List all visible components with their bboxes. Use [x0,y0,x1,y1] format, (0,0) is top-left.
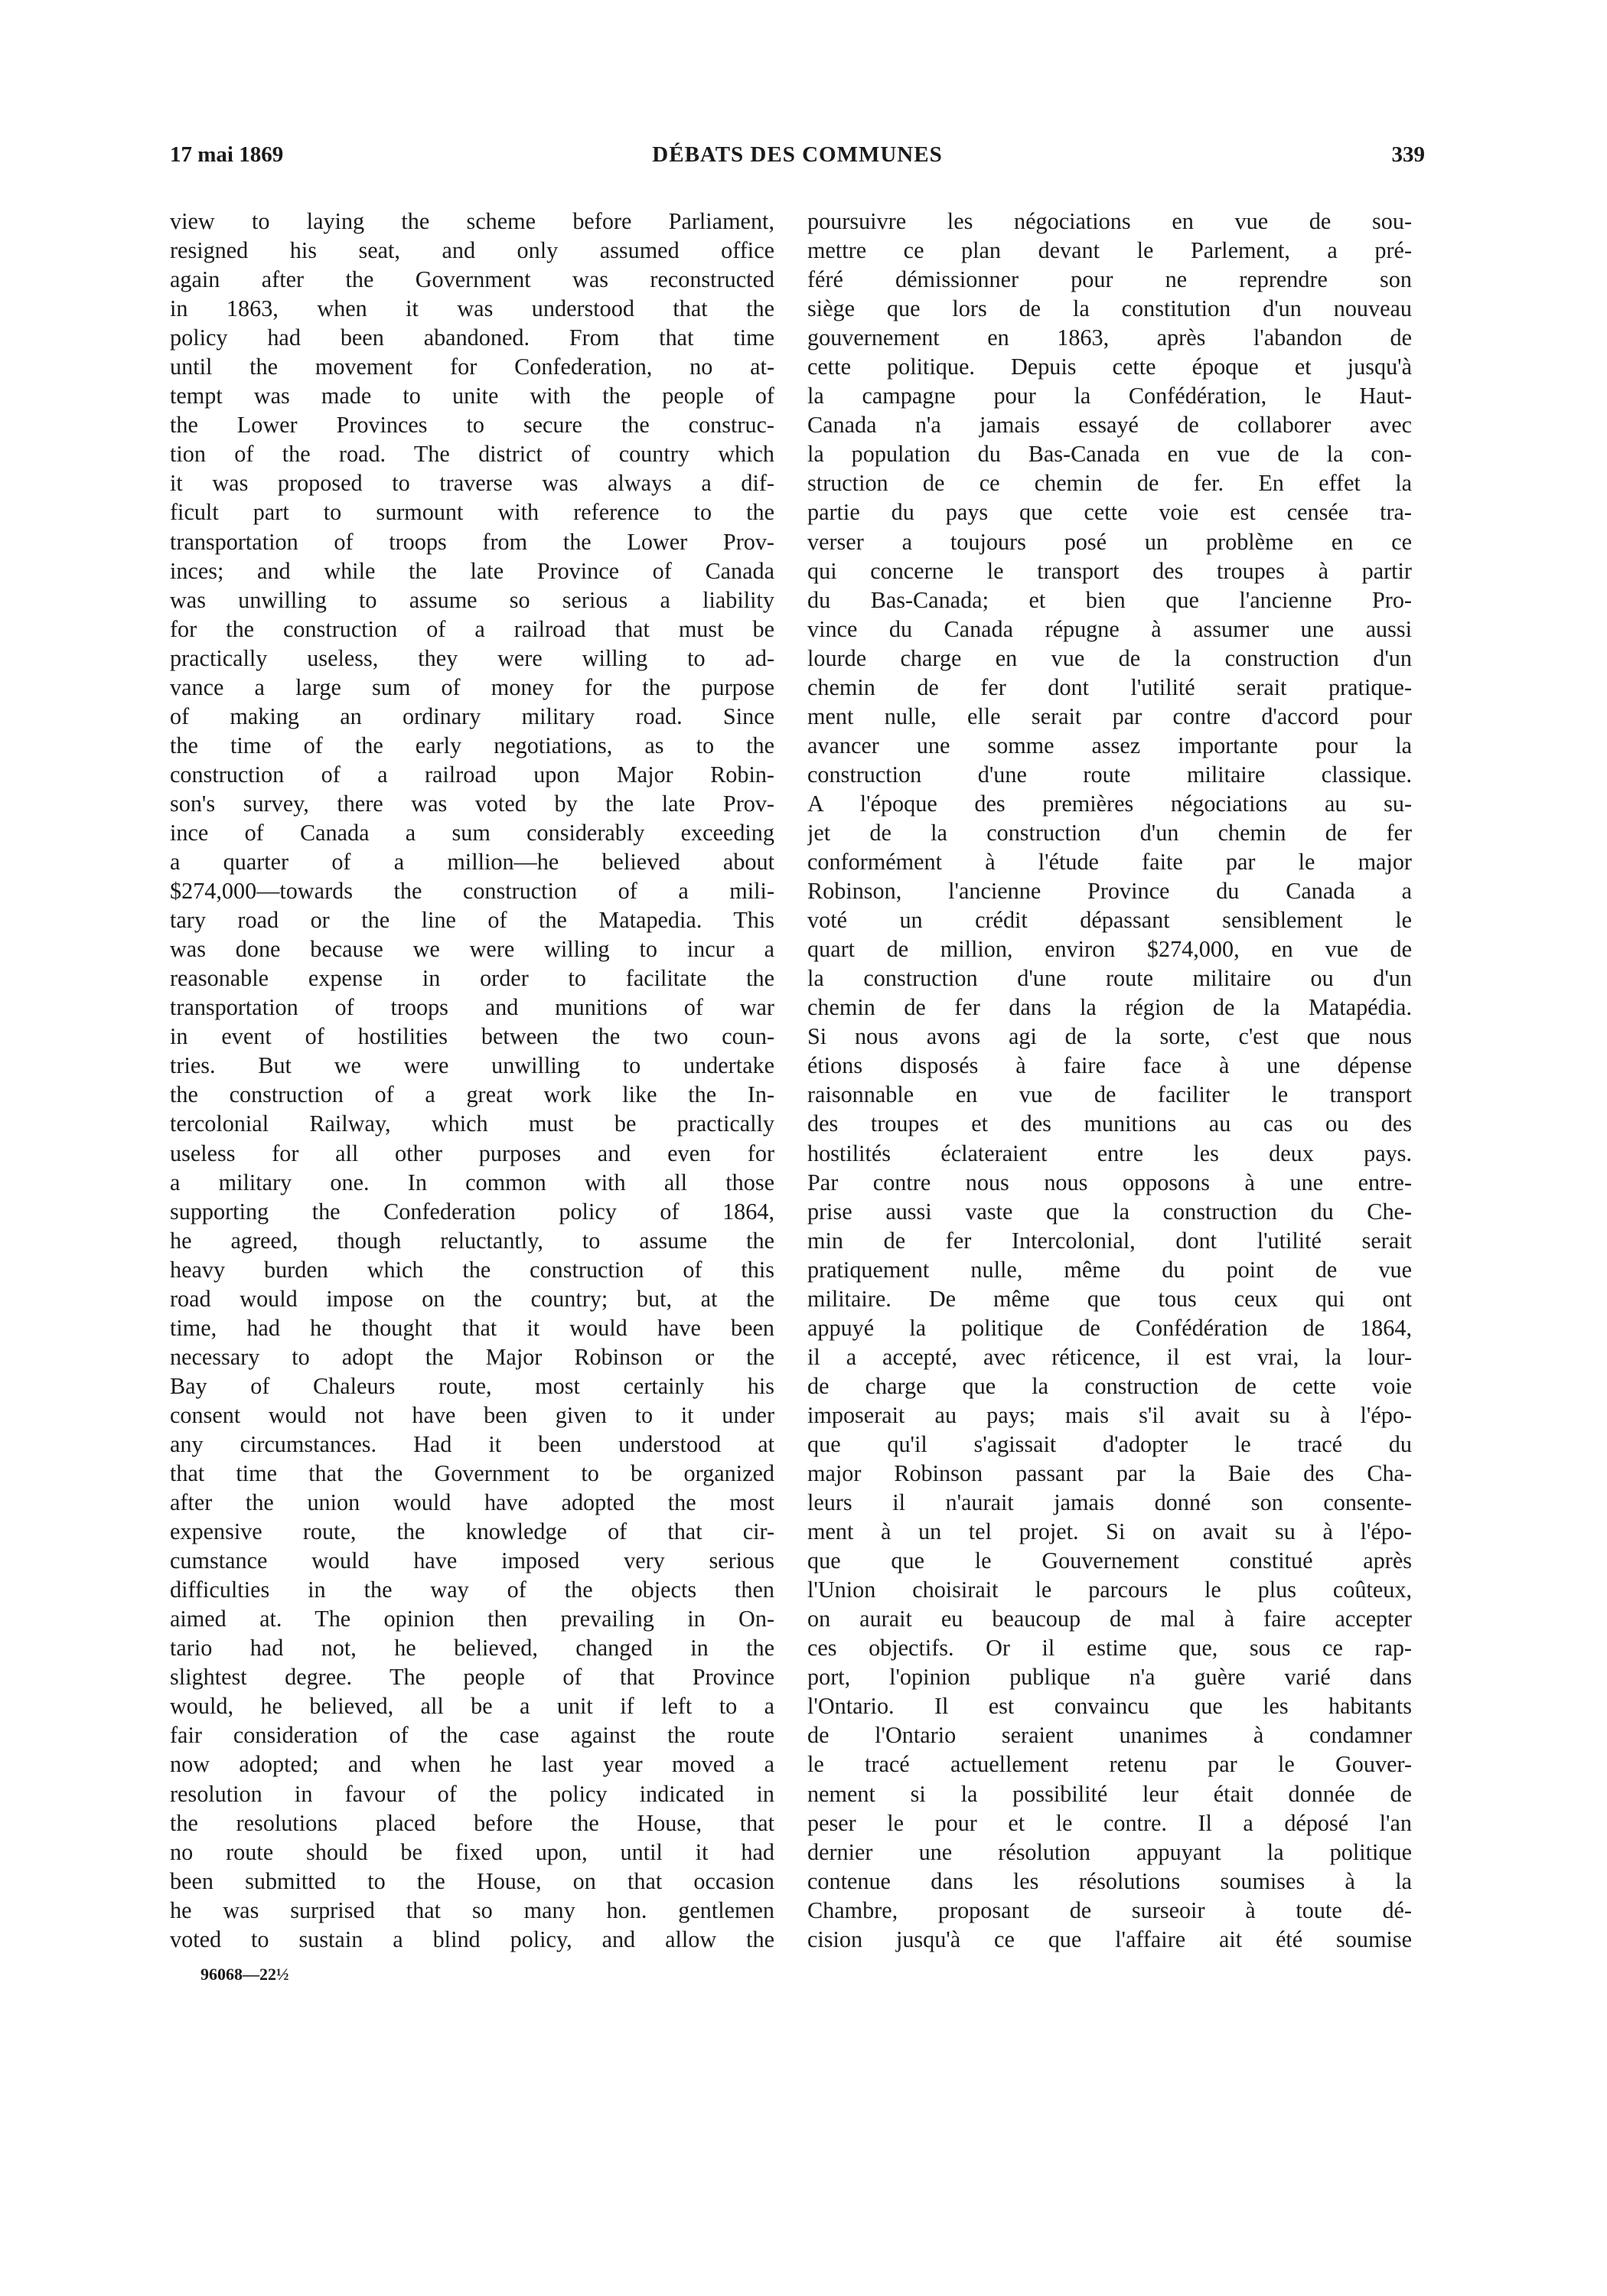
text-line: verser a toujours posé un problème en ce [807,528,1412,555]
text-line: again after the Government was reconstructed [170,266,774,293]
text-line: ces objectifs. Or il estime que, sous ce rap- [807,1635,1412,1662]
text-line: transportation of troops from the Lower Prov- [170,528,774,555]
text-line: ince of Canada a sum considerably exceeding [170,819,774,846]
text-line: raisonnable en vue de faciliter le transport [807,1081,1412,1108]
text-line: would, he believed, all be a unit if left to a [170,1693,774,1720]
text-line: he was surprised that so many hon. gentlemen [170,1896,774,1923]
text-line: cision jusqu'à ce que l'affaire ait été soumise [807,1926,1412,1952]
header-date: 17 mai 1869 [170,142,284,167]
text-line: hostilités éclateraient entre les deux pays. [807,1140,1412,1166]
text-line: féré démissionner pour ne reprendre son [807,266,1412,293]
text-line: no route should be fixed upon, until it had [170,1838,774,1865]
text-line: ficult part to surmount with reference to the [170,499,774,526]
text-line: mettre ce plan devant le Parlement, a pré- [807,237,1412,264]
text-line: $274,000—towards the construction of a mili- [170,878,774,905]
text-line: policy had been abandoned. From that time [170,325,774,351]
text-line: tercolonial Railway, which must be practically [170,1110,774,1137]
text-line: Bay of Chaleurs route, most certainly his [170,1372,774,1399]
text-line: cette politique. Depuis cette époque et jusqu'à [807,354,1412,380]
text-line: de l'Ontario seraient unanimes à condamner [807,1722,1412,1749]
french-column [807,207,1412,1954]
text-line: the resolutions placed before the House, that [170,1809,774,1836]
text-line: Par contre nous nous opposons à une entre- [807,1169,1412,1195]
text-line: appuyé la politique de Confédération de 1864, [807,1314,1412,1341]
text-line: after the union would have adopted the most [170,1489,774,1516]
text-line: the construction of a great work like the In- [170,1081,774,1108]
text-line: gouvernement en 1863, après l'abandon de [807,325,1412,351]
text-line: voté un crédit dépassant sensiblement le [807,907,1412,934]
text-line: lourde charge en vue de la construction d'un [807,644,1412,671]
text-line: it was proposed to traverse was always a dif- [170,470,774,497]
text-line: on aurait eu beaucoup de mal à faire accepter [807,1606,1412,1632]
text-line: difficulties in the way of the objects then [170,1577,774,1603]
text-line: a quarter of a million—he believed about [170,849,774,876]
text-line: ment nulle, elle serait par contre d'accord pour [807,703,1412,729]
text-line: chemin de fer dont l'utilité serait pratique- [807,673,1412,700]
text-line: poursuivre les négociations en vue de sou- [807,208,1412,234]
text-line: construction of a railroad upon Major Robin- [170,761,774,788]
text-line: the time of the early negotiations, as to the [170,732,774,758]
text-line: struction de ce chemin de fer. En effet la [807,470,1412,497]
text-line: expensive route, the knowledge of that cir- [170,1518,774,1545]
text-line: militaire. De même que tous ceux qui ont [807,1285,1412,1312]
text-line: that time that the Government to be organized [170,1460,774,1487]
text-line: nement si la possibilité leur était donnée de [807,1780,1412,1807]
text-line: de charge que la construction de cette voie [807,1372,1412,1399]
text-line: jet de la construction d'un chemin de fer [807,819,1412,846]
text-line: prise aussi vaste que la construction du Che- [807,1198,1412,1225]
text-line: que que le Gouvernement constitué après [807,1548,1412,1574]
text-line: vince du Canada répugne à assumer une aussi [807,615,1412,642]
text-line: vance a large sum of money for the purpose [170,673,774,700]
text-line: la construction d'une route militaire ou d'un [807,965,1412,992]
text-line: partie du pays que cette voie est censée tra- [807,499,1412,526]
text-line: A l'époque des premières négociations au su- [807,790,1412,817]
text-line: l'Ontario. Il est convaincu que les habitants [807,1693,1412,1720]
text-line: aimed at. The opinion then prevailing in On- [170,1606,774,1632]
text-line: du Bas-Canada; et bien que l'ancienne Pro- [807,586,1412,613]
text-line: was unwilling to assume so serious a liability [170,586,774,613]
text-line: inces; and while the late Province of Canada [170,557,774,584]
text-line: practically useless, they were willing to ad- [170,644,774,671]
text-line: voted to sustain a blind policy, and allow the [170,1926,774,1952]
text-line: he agreed, though reluctantly, to assume the [170,1227,774,1254]
printer-code: 96068—22½ [200,1965,289,1984]
text-line: reasonable expense in order to facilitate the [170,965,774,992]
text-line: tempt was made to unite with the people of [170,383,774,409]
text-line: tary road or the line of the Matapedia. This [170,907,774,934]
text-line: useless for all other purposes and even for [170,1140,774,1166]
text-line: conformément à l'étude faite par le major [807,849,1412,876]
text-line: now adopted; and when he last year moved a [170,1751,774,1778]
text-line: any circumstances. Had it been understood at [170,1430,774,1457]
text-line: in event of hostilities between the two coun- [170,1023,774,1050]
text-line: the Lower Provinces to secure the construc- [170,412,774,439]
text-line: il a accepté, avec réticence, il est vrai, la lour- [807,1343,1412,1370]
text-line: pratiquement nulle, même du point de vue [807,1256,1412,1283]
text-line: until the movement for Confederation, no at- [170,354,774,380]
text-line: resigned his seat, and only assumed office [170,237,774,264]
text-line: des troupes et des munitions au cas ou des [807,1110,1412,1137]
text-line: imposerait au pays; mais s'il avait su à l'épo- [807,1401,1412,1428]
text-line: port, l'opinion publique n'a guère varié dans [807,1664,1412,1691]
text-line: leurs il n'aurait jamais donné son consente- [807,1489,1412,1516]
page-header [170,142,1425,173]
text-line: Chambre, proposant de surseoir à toute dé- [807,1896,1412,1923]
text-line: for the construction of a railroad that must be [170,615,774,642]
header-title: DÉBATS DES COMMUNES [652,142,943,167]
text-line: view to laying the scheme before Parliament, [170,208,774,234]
text-line: contenue dans les résolutions soumises à la [807,1867,1412,1894]
text-line: necessary to adopt the Major Robinson or the [170,1343,774,1370]
text-line: avancer une somme assez importante pour la [807,732,1412,758]
text-line: quart de million, environ $274,000, en vue de [807,936,1412,963]
text-line: que qu'il s'agissait d'adopter le tracé du [807,1430,1412,1457]
text-line: of making an ordinary military road. Since [170,703,774,729]
text-line: fair consideration of the case against the route [170,1722,774,1749]
text-line: dernier une résolution appuyant la politique [807,1838,1412,1865]
text-line: min de fer Intercolonial, dont l'utilité serait [807,1227,1412,1254]
text-line: qui concerne le transport des troupes à partir [807,557,1412,584]
text-line: transportation of troops and munitions of war [170,994,774,1021]
text-line: tion of the road. The district of country which [170,441,774,468]
text-line: peser le pour et le contre. Il a déposé l'an [807,1809,1412,1836]
text-line: Si nous avons agi de la sorte, c'est que nous [807,1023,1412,1050]
text-line: Robinson, l'ancienne Province du Canada a [807,878,1412,905]
text-line: resolution in favour of the policy indicated in [170,1780,774,1807]
text-line: consent would not have been given to it under [170,1401,774,1428]
text-line: construction d'une route militaire classique. [807,761,1412,788]
text-line: was done because we were willing to incur a [170,936,774,963]
text-line: cumstance would have imposed very serious [170,1548,774,1574]
text-line: le tracé actuellement retenu par le Gouver- [807,1751,1412,1778]
text-line: étions disposés à faire face à une dépense [807,1052,1412,1079]
english-column [170,207,774,1954]
text-line: chemin de fer dans la région de la Matapédia. [807,994,1412,1021]
text-line: slightest degree. The people of that Province [170,1664,774,1691]
page-number: 339 [1391,142,1425,167]
text-line: major Robinson passant par la Baie des Cha- [807,1460,1412,1487]
text-line: in 1863, when it was understood that the [170,295,774,322]
text-line: l'Union choisirait le parcours le plus coûteux, [807,1577,1412,1603]
text-line: la population du Bas-Canada en vue de la con- [807,441,1412,468]
text-line: supporting the Confederation policy of 1864, [170,1198,774,1225]
text-line: time, had he thought that it would have been [170,1314,774,1341]
text-line: tries. But we were unwilling to undertake [170,1052,774,1079]
text-line: son's survey, there was voted by the late Prov- [170,790,774,817]
text-line: been submitted to the House, on that occasion [170,1867,774,1894]
text-line: Canada n'a jamais essayé de collaborer avec [807,412,1412,439]
text-line: a military one. In common with all those [170,1169,774,1195]
text-line: tario had not, he believed, changed in the [170,1635,774,1662]
text-line: heavy burden which the construction of this [170,1256,774,1283]
text-line: ment à un tel projet. Si on avait su à l'épo- [807,1518,1412,1545]
text-line: la campagne pour la Confédération, le Haut- [807,383,1412,409]
text-line: road would impose on the country; but, at the [170,1285,774,1312]
text-line: siège que lors de la constitution d'un nouveau [807,295,1412,322]
